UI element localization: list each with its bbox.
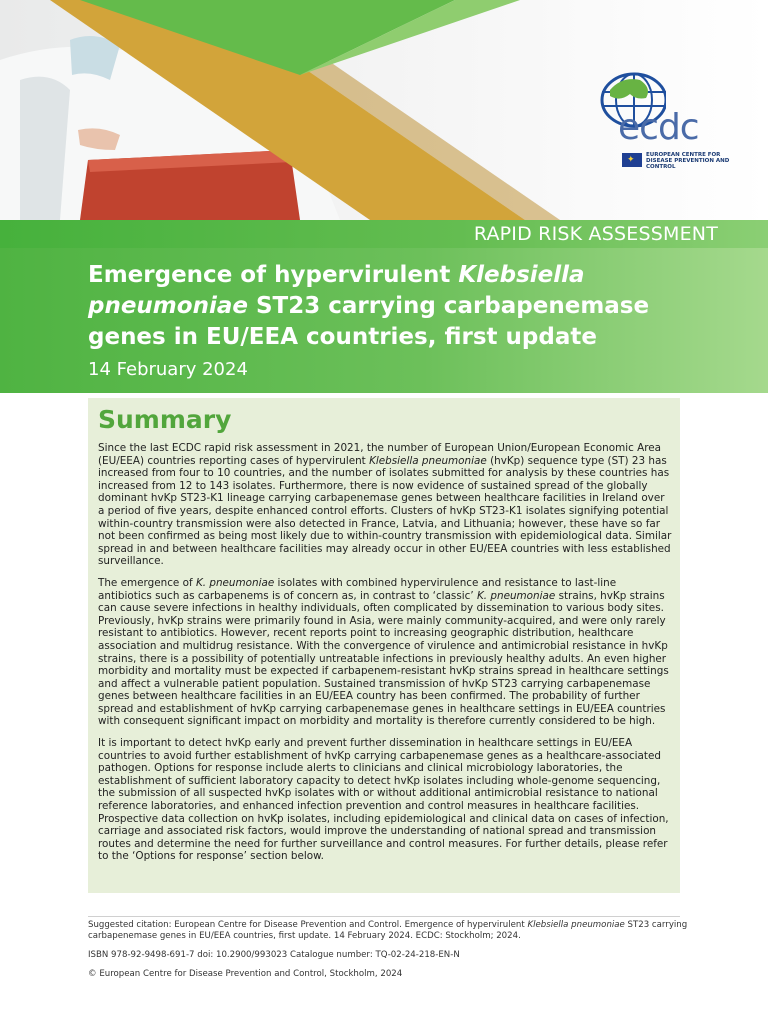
summary-body — [98, 442, 673, 872]
summary-paragraph: Since the last ECDC rapid risk assessment in 2021, the number of European Union/European Economic Area (EU/EEA) countries reporting cases of hypervirulent Klebsiella pneumoniae (hvKp) sequence type (ST) 23 has increased from four to 10 countries, and the number of isolates submitted for analysis by these countries has increased from 12 to 143 isolates. Furthermore, there is now evidence of sustained spread of the globally dominant hvKp ST23-K1 lineage carrying carbapenemase genes between healthcare facilities in Ireland over a period of five years, despite enhanced control efforts. Clusters of hvKp ST23-K1 isolates signifying potential within-country transmission were also detected in France, Latvia, and Lithuania; however, these have so far not been confirmed as being most likely due to within-country transmission with epidemiological data. Similar spread in and between healthcare facilities may already occur in other EU/EEA countries with less established surveillance. — [98, 442, 672, 568]
title-species: Klebsiella pneumoniae — [88, 262, 585, 319]
ecdc-wordmark: ecdc — [618, 107, 699, 148]
title-text-2: ST23 carrying carbapenemase genes in EU/EEA countries, first update — [88, 293, 650, 350]
page-title — [88, 260, 688, 353]
title-text-1: Emergence of hypervirulent — [88, 262, 459, 288]
summary-paragraph: It is important to detect hvKp early and prevent further dissemination in healthcare settings in EU/EEA countries to avoid further establishment of hvKp carrying carbapenemase genes as a healthcare-associated pathogen. Options for response include alerts to clinicians and clinical microbiology laboratories, the establishment of sufficient laboratory capacity to detect hvKp isolates including whole-genome sequencing, the submission of all suspected hvKp isolates with or without additional antimicrobial resistance to national reference laboratories, and enhanced infection prevention and control measures in healthcare facilities. Prospective data collection on hvKp isolates, including epidemiological and clinical data on cases of infection, carriage and associated risk factors, would improve the understanding of national spread and transmission routes and determine the need for further surveillance and control measures. For further details, please refer to the ‘Options for response’ section below. — [98, 737, 669, 863]
publication-date: 14 February 2024 — [88, 359, 248, 380]
title-band — [0, 248, 768, 393]
summary-box — [88, 398, 680, 893]
category-band — [0, 220, 768, 248]
copyright-line: © European Centre for Disease Prevention and Control, Stockholm, 2024 — [88, 969, 403, 979]
eu-flag-icon: ✦ — [622, 153, 642, 167]
footer — [88, 920, 688, 988]
hero-image — [0, 0, 768, 220]
ecdc-logo-subtitle: EUROPEAN CENTRE FOR DISEASE PREVENTION AND CONTROL — [646, 152, 730, 171]
category-label: RAPID RISK ASSESSMENT — [473, 223, 718, 245]
summary-paragraph: The emergence of K. pneumoniae isolates with combined hypervirulence and resistance to last-line antibiotics such as carbapenems is of concern as, in contrast to ‘classic’ K. pneumoniae strains, hvKp strains can cause severe infections in healthy individuals, often complicated by dissemination to various body sites. Previously, hvKp strains were primarily found in Asia, were mainly community-acquired, and were only rarely resistant to antibiotics. However, recent reports point to increasing geographic distribution, healthcare association and multidrug resistance. With the convergence of virulence and antimicrobial resistance in hvKp strains, there is a possibility of potentially untreatable infections in previously healthy adults. An even higher morbidity and mortality must be expected if carbapenem-resistant hvKp strains spread in healthcare settings and affect a vulnerable patient population. Sustained transmission of hvKp ST23 carrying carbapenemase genes between healthcare facilities in an EU/EEA country has been confirmed. The probability of further spread and establishment of hvKp carrying carbapenemase genes in healthcare settings in EU/EEA countries with consequent significant impact on morbidity and mortality is therefore currently considered to be high. — [98, 576, 669, 728]
summary-heading: Summary — [98, 405, 232, 434]
isbn-line: ISBN 978-92-9498-691-7 doi: 10.2900/993023 Catalogue number: TQ-02-24-218-EN-N — [88, 950, 460, 960]
citation: Suggested citation: European Centre for Disease Prevention and Control. Emergence of hypervirulent Klebsiella pneumoniae ST23 carrying carbapenemase genes in EU/EEA countries, first update. 14 February 2024. ECDC: Stockholm; 2024. — [88, 920, 688, 941]
ecdc-logo[interactable] — [596, 70, 730, 171]
footer-divider — [88, 916, 680, 917]
